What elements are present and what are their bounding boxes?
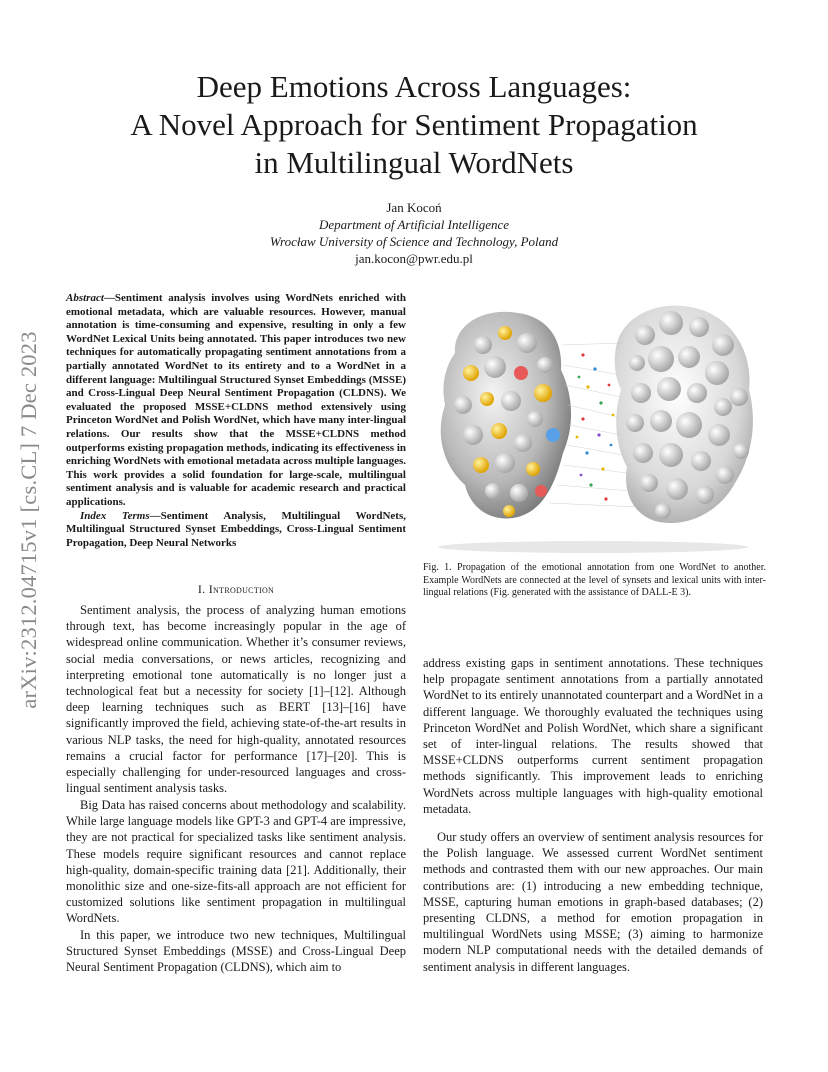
figure-caption: Fig. 1. Propagation of the emotional annotation from one WordNet to another. Example WordNets are connected at the level of synsets and lexical units with inter-lingual relations (Fig. generated with the assistance of DALL-E 3).: [423, 562, 766, 599]
abstract: [66, 292, 406, 550]
author-email[interactable]: jan.kocon@pwr.edu.pl: [355, 251, 473, 266]
figure-wordnet-propagation: [423, 285, 763, 553]
intro-paragraph-right-1: address existing gaps in sentiment annotations. These techniques help propagate sentiment annotations from a partially annotated WordNet to its entirely unannotated counterpart and a WordNet in a different language. We thoroughly evaluated the techniques using Princeton WordNet and Polish WordNet, which share a significant set of inter-lingual relations. The results showed that MSSE+CLDNS outperforms current sentiment propagation methods significantly. This improvement leads to enriching WordNets across multiple languages with high-quality emotional metadata.: [423, 656, 763, 816]
author-block: [0, 199, 828, 267]
title-line-2: A Novel Approach for Sentiment Propagation: [130, 107, 698, 142]
author-name: Jan Kocoń: [386, 200, 442, 215]
propagation-dots: [576, 353, 615, 500]
abstract-label: Abstract: [66, 292, 104, 304]
author-university: Wrocław University of Science and Technology, Poland: [269, 234, 559, 249]
arxiv-identifier: arXiv:2312.04715v1 [cs.CL] 7 Dec 2023: [16, 331, 41, 709]
arxiv-sidebar: [8, 290, 50, 750]
index-terms-label: Index Terms: [80, 509, 150, 522]
index-terms-text: —Sentiment Analysis, Multilingual WordNets, Multilingual Structured Synset Embeddings, Cross-Lingual Sentiment Propagation, Deep Neural Networks: [66, 509, 406, 549]
intro-paragraph-2: Big Data has raised concerns about methodology and scalability. While large language models like GPT-3 and GPT-4 are impressive, they are not practical for specialized tasks like sentiment analysis. These models require significant resources and cannot replace high-quality, domain-specific training data [21]. Additionally, their monolithic size and one-size-fits-all approach are not efficient for customized solutions like sentiment propagation in multilingual WordNets.: [66, 798, 406, 926]
title-line-3: in Multilingual WordNets: [254, 145, 574, 180]
index-terms: [66, 510, 406, 551]
title-line-1: Deep Emotions Across Languages:: [196, 69, 632, 104]
author-department: Department of Artificial Intelligence: [318, 217, 510, 232]
paper-title: [0, 68, 828, 182]
abstract-text: —Sentiment analysis involves using WordNets enriched with emotional metadata, which are valuable resources. However, manual annotation is time-consuming and expensive, resulting in only a few WordNet Lexical Units being annotated. This paper introduces two new techniques for automatically propagating sentiment annotations from a partially annotated WordNet to its entirety and to a WordNet in a different language: Multilingual Structured Synset Embeddings (MSSE) and Cross-Lingual Deep Neural Sentiment Propagation (CLDNS). We evaluated the proposed MSSE+CLDNS method extensively using Princeton WordNet and Polish WordNet, which have many inter-lingual relations. Our results show that the MSSE+CLDNS method outperforms existing propagation methods, indicating its effectiveness in enriching WordNets with emotional metadata across multiple languages. This work provides a solid foundation for large-scale, multilingual sentiment analysis and is valuable for academic research and practical applications.: [66, 292, 406, 508]
wordnet-illustration: [423, 285, 763, 553]
section-heading: I. Introduction: [197, 582, 275, 596]
intro-paragraph-1: Sentiment analysis, the process of analyzing human emotions through text, has become increasingly popular in the age of widespread online communication. Whether it’s consumer reviews, social media conversations, or news articles, recognizing and interpreting emotional tone automatically is no longer just a technological feat but a necessity for society [1]–[12]. Although deep learning techniques such as BERT [13]–[16] have significantly improved the field, achieving state-of-the-art results in various NLP tasks, the need for high-quality, annotated resources remains a crucial factor for performance [17]–[20]. This is especially challenging for under-resourced languages and cross-lingual sentiment analysis tasks.: [66, 603, 406, 796]
abstract-block: [66, 292, 406, 508]
intro-paragraph-3: In this paper, we introduce two new techniques, Multilingual Structured Synset Embeddings (MSSE) and Cross-Lingual Deep Neural Sentiment Propagation (CLDNS), which aim to: [66, 928, 406, 975]
intro-paragraph-right-2: Our study offers an overview of sentiment analysis resources for the Polish language. We assessed current WordNet sentiment methods and contrasted them with our new approaches. Our main contributions are: (1) introducing a new embedding technique, MSSE, capturing human emotions in graph-based databases; (2) presenting CLDNS, a method for emotion propagation in multilingual WordNets using MSSE; (3) aiming to harmonize modern NLP computational needs with the detailed demands of sentiment analysis in different languages.: [423, 830, 763, 974]
